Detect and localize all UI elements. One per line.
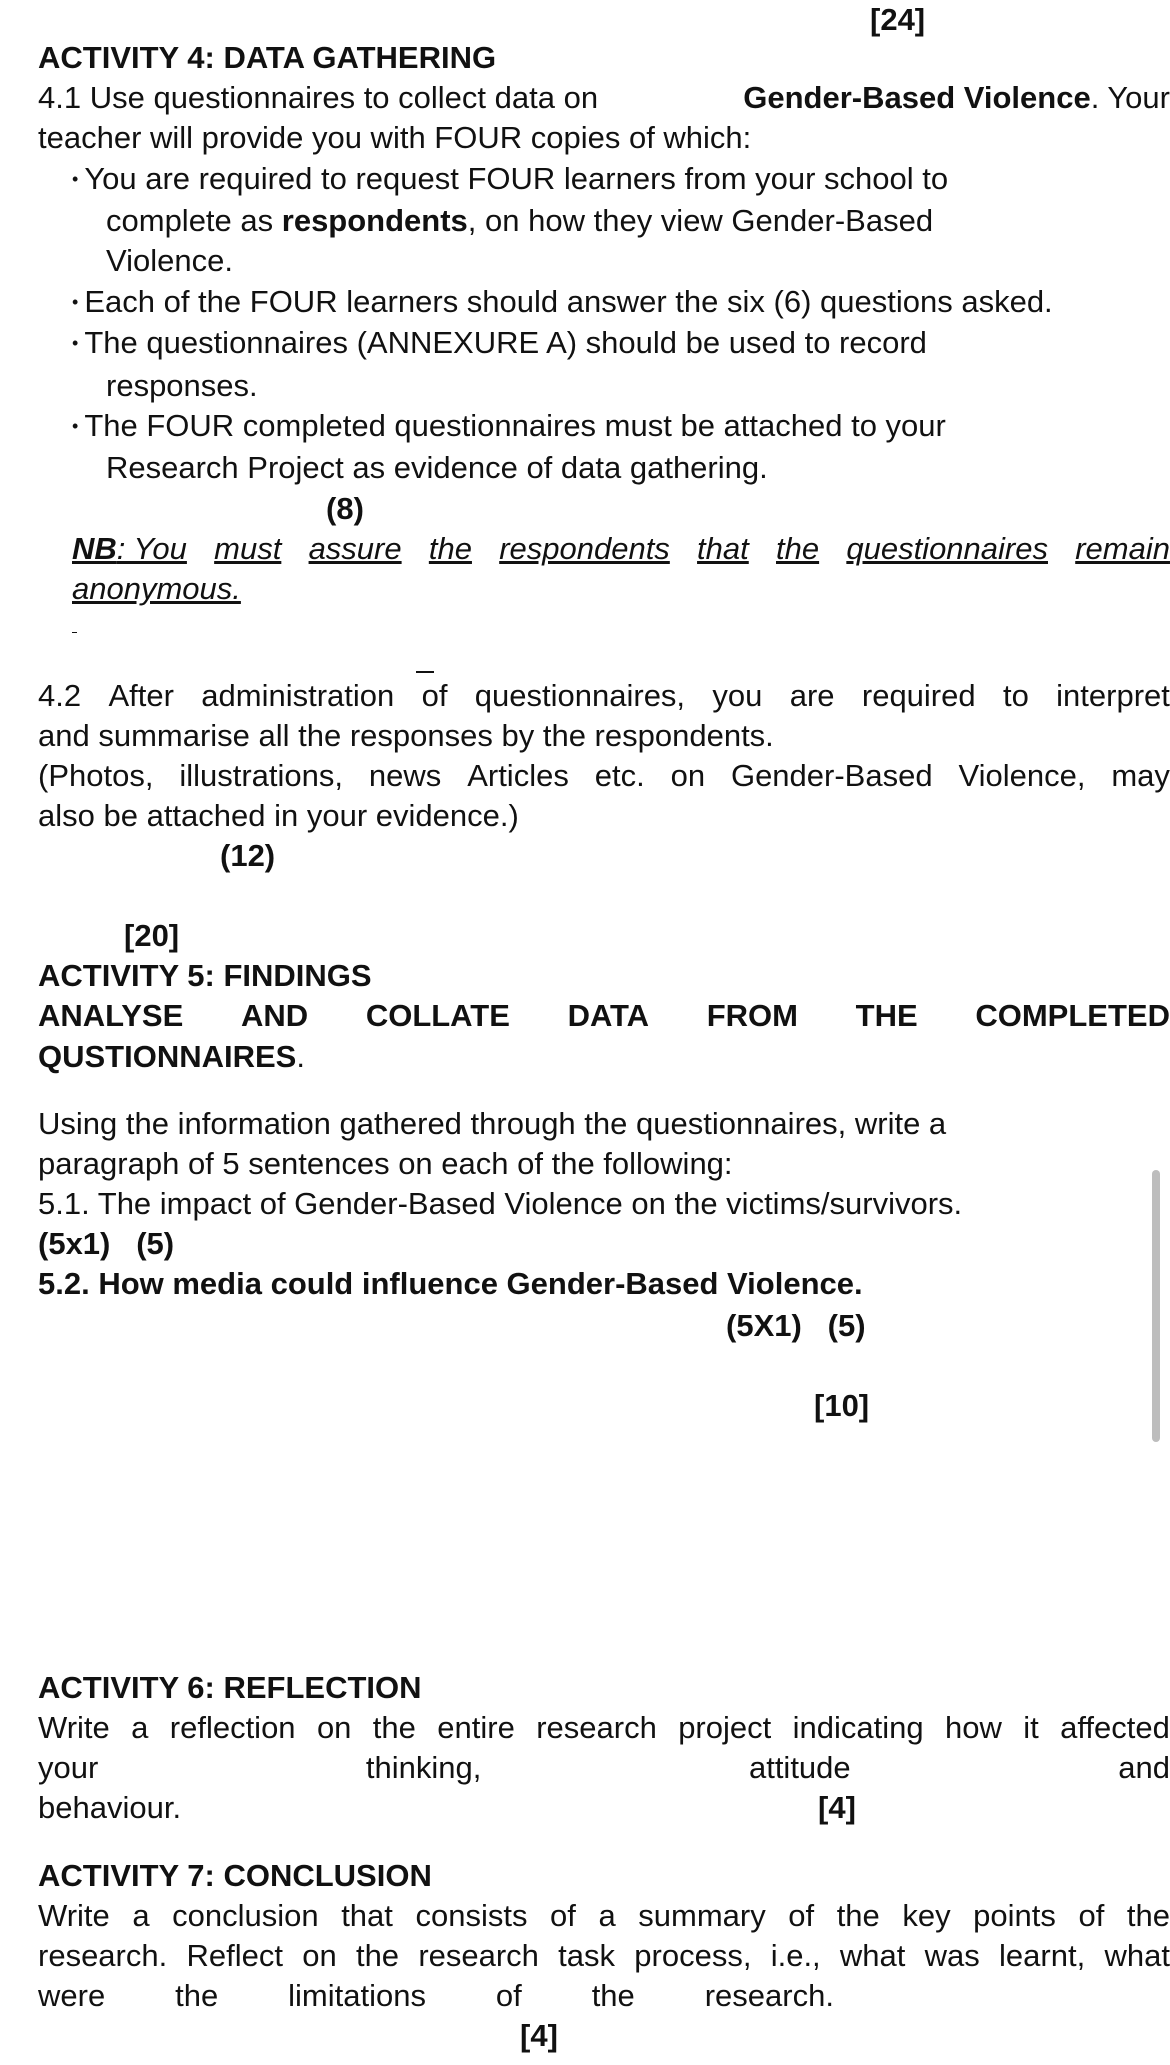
q42-line2: and summarise all the responses by the respondents. <box>38 718 774 753</box>
nb-line2: anonymous. <box>72 571 241 606</box>
word: Write <box>38 1710 110 1745</box>
word: Articles <box>467 758 569 793</box>
activity5-title: ACTIVITY 5: FINDINGS <box>38 958 372 993</box>
word: a <box>132 1898 150 1933</box>
word: must <box>214 531 282 566</box>
bullet4-line2: Research Project as evidence of data gathering. <box>106 450 768 485</box>
word: research <box>418 1938 539 1973</box>
word: of <box>550 1898 576 1933</box>
bullet3-line1: • The questionnaires (ANNEXURE A) should be used to record <box>72 323 927 367</box>
word: Gender-Based <box>730 758 933 793</box>
word: COMPLETED <box>975 998 1170 1033</box>
q51-mark: (5x1) (5) <box>38 1226 175 1261</box>
q41-prefix: 4.1 Use questionnaires to collect data on <box>38 80 599 115</box>
activity5-subtotal: [10] <box>814 1388 870 1423</box>
word: ANALYSE <box>38 998 184 1033</box>
word: entire <box>437 1710 515 1745</box>
q51: 5.1. The impact of Gender-Based Violence on the victims/survivors. <box>38 1186 963 1221</box>
word: DATA <box>567 998 650 1033</box>
word: of <box>788 1898 815 1933</box>
activity7-mark: [4] <box>520 2018 558 2053</box>
word: of <box>495 1978 522 2013</box>
word: attitude <box>748 1750 851 1785</box>
word: affected <box>1060 1710 1170 1745</box>
word: process, <box>634 1938 752 1973</box>
word: the <box>355 1938 400 1973</box>
word: research <box>536 1710 657 1745</box>
word: administration <box>201 678 395 713</box>
vertical-scrollbar[interactable] <box>1152 1170 1160 1442</box>
word: the <box>836 1898 880 1933</box>
word: conclusion <box>172 1898 319 1933</box>
q42-line3 <box>38 756 1170 796</box>
activity5-total-mark: [20] <box>124 918 180 953</box>
word: on <box>670 758 706 793</box>
bullet4-line1: • The FOUR completed questionnaires must be attached to your <box>72 406 946 450</box>
word: may <box>1111 758 1170 793</box>
word: (Photos, <box>38 758 154 793</box>
word: reflection <box>169 1710 296 1745</box>
word: are <box>789 678 835 713</box>
word: i.e., <box>770 1938 821 1973</box>
activity6-mark: [4] <box>818 1790 856 1825</box>
activity5-instruction-line2: QUSTIONNAIRES. <box>38 1039 305 1074</box>
word: were <box>38 1978 106 2013</box>
word: the <box>776 531 820 566</box>
activity6-line3: behaviour. <box>38 1790 182 1825</box>
activity6-title: ACTIVITY 6: REFLECTION <box>38 1670 422 1705</box>
word: indicating <box>792 1710 924 1745</box>
activity5-intro-line1: Using the information gathered through the questionnaires, write a <box>38 1106 947 1141</box>
word: that <box>697 531 749 566</box>
word: required <box>861 678 976 713</box>
word: the <box>175 1978 219 2013</box>
q42-line4: also be attached in your evidence.) <box>38 798 519 833</box>
word: the <box>591 1978 635 2013</box>
word: summary <box>638 1898 766 1933</box>
word: of <box>1078 1898 1105 1933</box>
word: Write <box>38 1898 110 1933</box>
q41-line1 <box>38 78 1170 118</box>
q41-line2: teacher will provide you with FOUR copies of which: <box>38 120 752 155</box>
activity7-line2 <box>38 1936 1170 1976</box>
q41-suffix: . Your <box>1090 80 1170 115</box>
word: you <box>712 678 763 713</box>
word: etc. <box>594 758 645 793</box>
word: the <box>372 1710 416 1745</box>
word: questionnaires <box>846 531 1048 566</box>
word: to <box>1002 678 1029 713</box>
q41-mark: (8) <box>326 491 364 526</box>
activity4-total-mark: [24] <box>870 2 926 37</box>
q52: 5.2. How media could influence Gender-Based Violence. <box>38 1266 863 1301</box>
word: key <box>902 1898 951 1933</box>
word: and <box>1118 1750 1170 1785</box>
word: what <box>1104 1938 1170 1973</box>
word: that <box>341 1898 393 1933</box>
word: COLLATE <box>365 998 510 1033</box>
word: remain <box>1075 531 1170 566</box>
word: 4.2 <box>38 678 82 713</box>
word: task <box>558 1938 616 1973</box>
word: AND <box>240 998 309 1033</box>
activity6-line1 <box>38 1708 1170 1748</box>
activity7-line3 <box>38 1976 834 2016</box>
word: learnt, <box>999 1938 1086 1973</box>
word: on <box>316 1710 352 1745</box>
word: respondents <box>499 531 670 566</box>
q42-line1 <box>38 676 1170 716</box>
activity5-instruction-line1 <box>38 996 1170 1036</box>
word: the <box>428 531 472 566</box>
word: research. <box>38 1938 168 1973</box>
word: what <box>839 1938 906 1973</box>
word: a <box>131 1710 149 1745</box>
word: it <box>1023 1710 1039 1745</box>
word: the <box>1126 1898 1170 1933</box>
bullet1-line1: • You are required to request FOUR learners from your school to <box>72 159 948 203</box>
word: on <box>302 1938 337 1973</box>
word: points <box>973 1898 1056 1933</box>
activity6-line2 <box>38 1748 1170 1788</box>
q42-mark: (12) <box>220 838 276 873</box>
word: thinking, <box>365 1750 482 1785</box>
nb-line1 <box>72 529 1170 569</box>
word: news <box>368 758 442 793</box>
word: consists <box>415 1898 528 1933</box>
word: After <box>108 678 174 713</box>
word: how <box>944 1710 1002 1745</box>
word: your <box>38 1750 99 1785</box>
q52-mark: (5X1) (5) <box>726 1308 866 1343</box>
word: questionnaires, <box>474 678 686 713</box>
activity4-title: ACTIVITY 4: DATA GATHERING <box>38 40 497 75</box>
stray-dash <box>416 671 434 673</box>
word: of <box>421 678 448 713</box>
word: THE <box>855 998 918 1033</box>
bullet3-line2: responses. <box>106 368 258 403</box>
word: assure <box>308 531 402 566</box>
bullet2: • Each of the FOUR learners should answer the six (6) questions asked. <box>72 282 1053 326</box>
word: Reflect <box>186 1938 283 1973</box>
word: research. <box>704 1978 834 2013</box>
word: Violence, <box>958 758 1086 793</box>
q41-bold: Gender-Based Violence <box>743 80 1091 115</box>
activity7-line1 <box>38 1896 1170 1936</box>
bullet1-line2: complete as respondents, on how they view Gender-Based <box>106 203 934 238</box>
word: limitations <box>288 1978 426 2013</box>
word: interpret <box>1056 678 1170 713</box>
stray-mark <box>72 632 77 633</box>
word: a <box>598 1898 616 1933</box>
word: project <box>678 1710 772 1745</box>
activity7-title: ACTIVITY 7: CONCLUSION <box>38 1858 432 1893</box>
word: illustrations, <box>179 758 344 793</box>
word: NB: You <box>72 531 187 566</box>
activity5-intro-line2: paragraph of 5 sentences on each of the following: <box>38 1146 733 1181</box>
word: was <box>924 1938 980 1973</box>
word: FROM <box>706 998 798 1033</box>
bullet1-line3: Violence. <box>106 243 233 278</box>
